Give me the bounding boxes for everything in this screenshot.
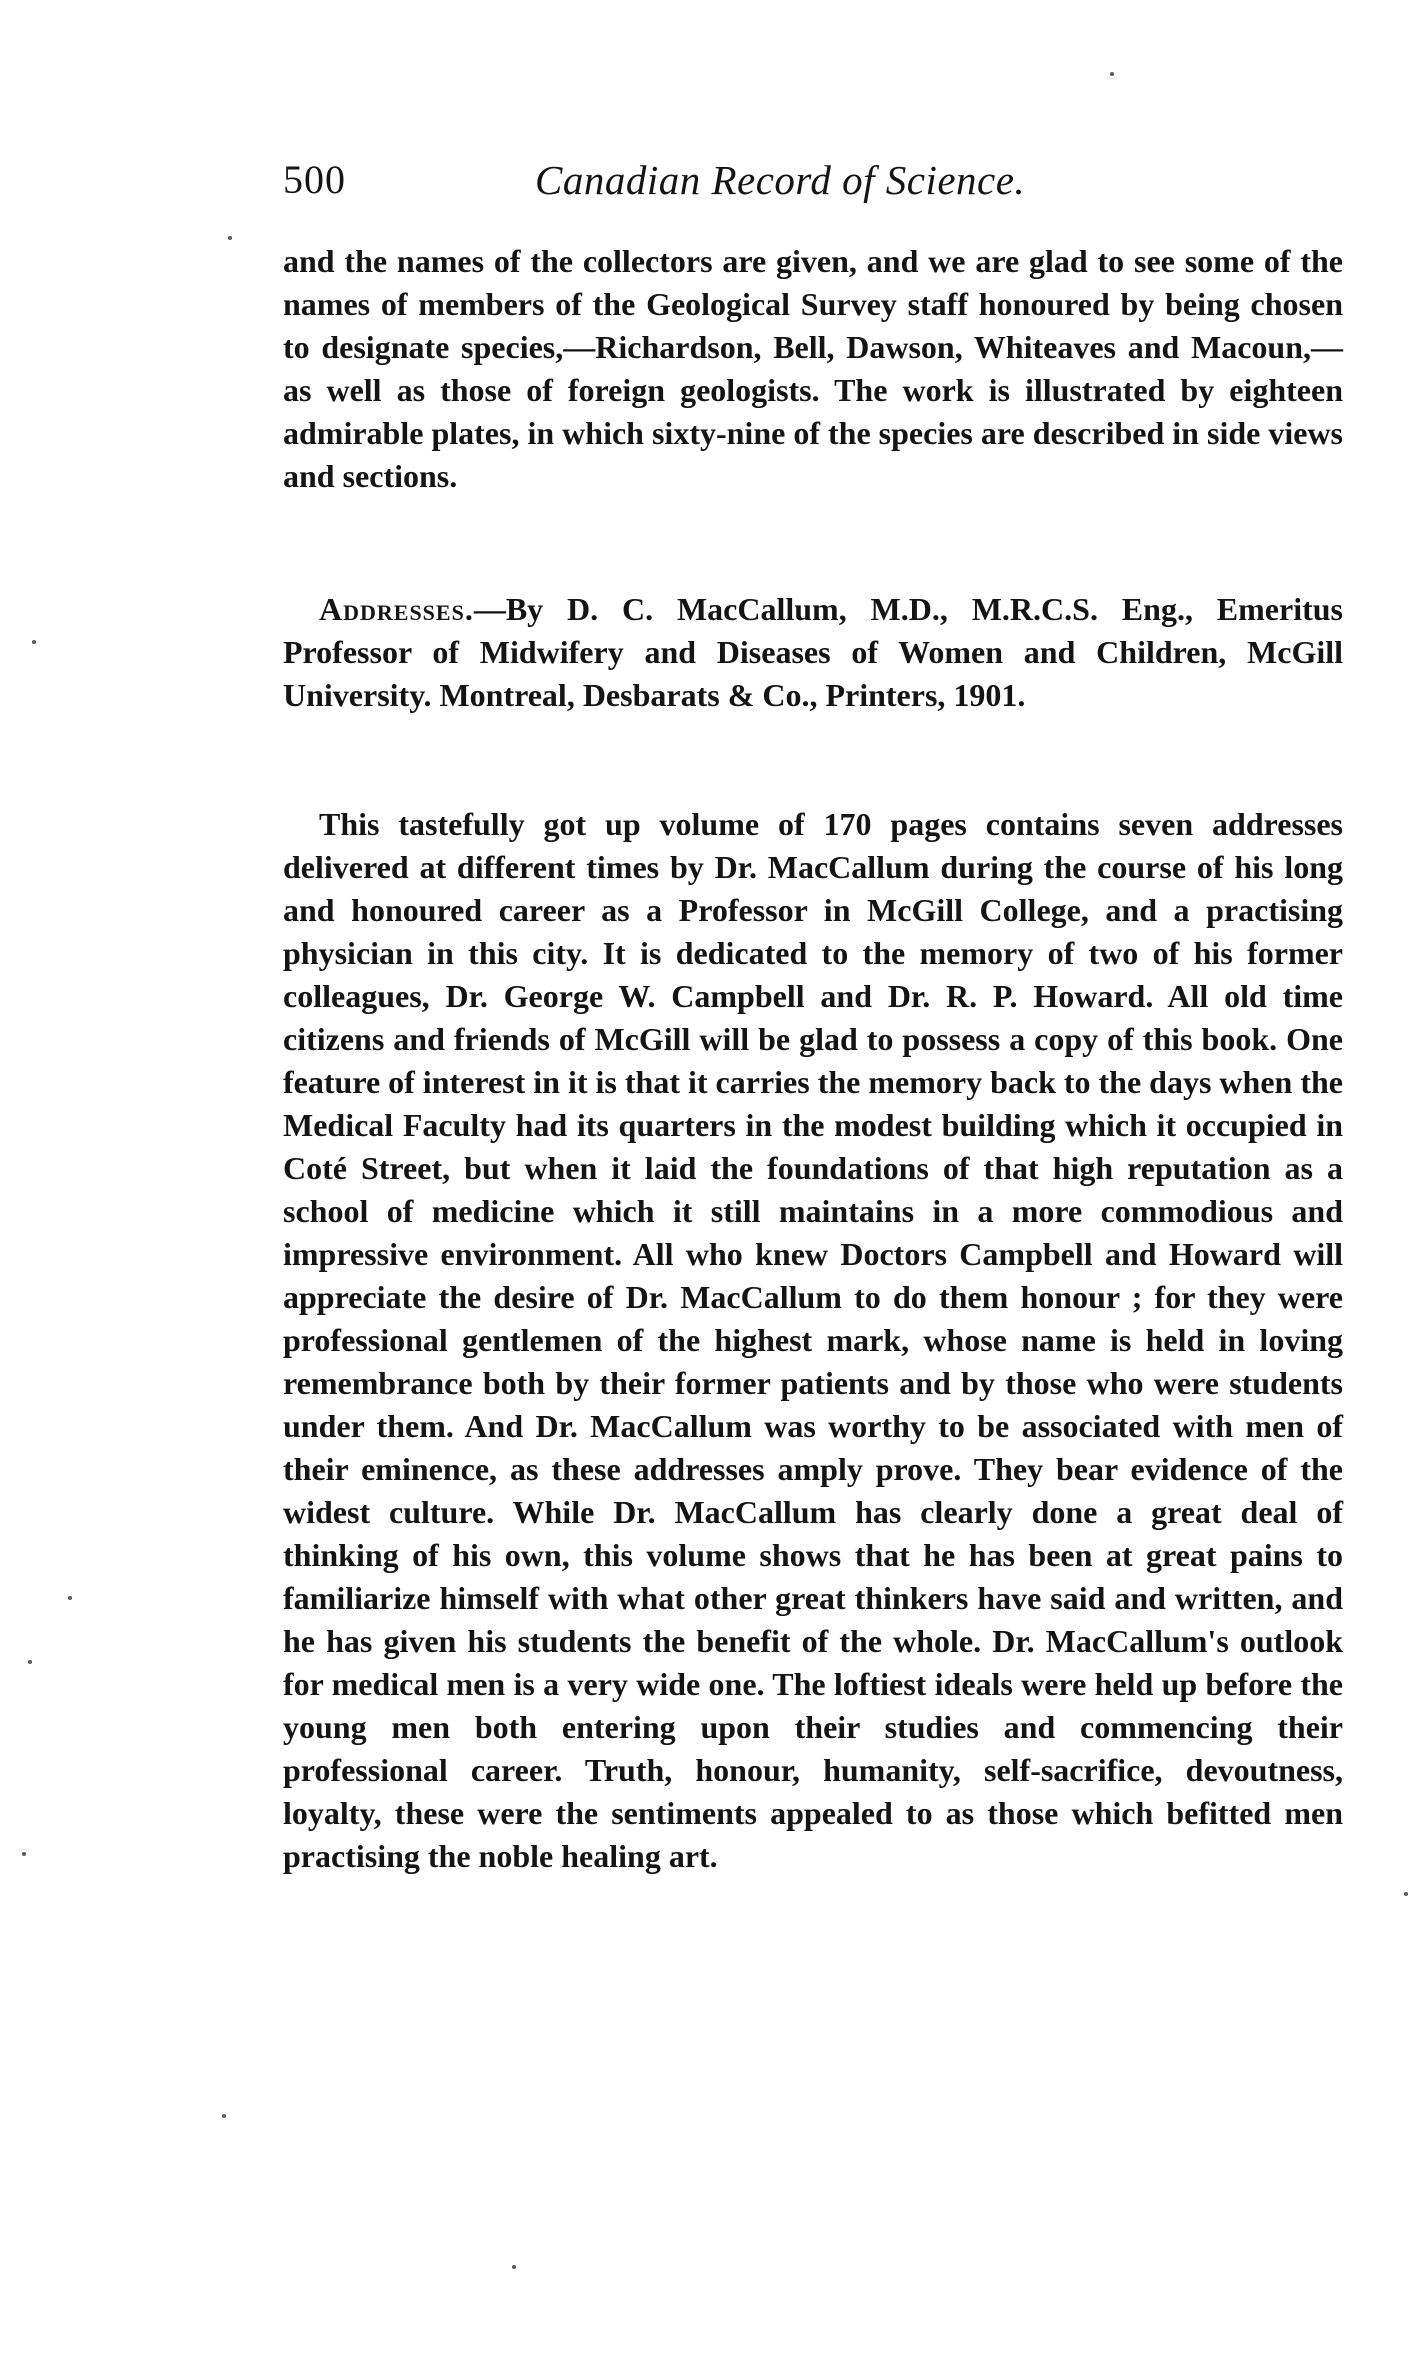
scan-speck [228,236,232,240]
scan-speck [1404,1892,1408,1896]
running-head [283,150,1341,210]
addresses-heading: Addresses. [319,591,474,627]
addresses-citation-text: —By D. C. MacCallum, M.D., M.R.C.S. Eng., Emeritus Professor of Midwifery and Diseases of Women and Children, McGill University. Montreal, Desbarats & Co., Printers, 1901. [283,591,1343,713]
scan-speck [1110,72,1114,76]
scan-speck [22,1852,26,1856]
scan-speck [222,2114,226,2118]
paragraph-addresses-citation [283,588,1343,717]
scan-speck [28,1660,32,1664]
scan-speck [512,2265,516,2269]
scan-speck [68,1596,72,1600]
paragraph-review: This tastefully got up volume of 170 pages contains seven addresses delivered at different times by Dr. MacCallum during the course of his long and honoured career as a Professor in McGill College, and a practising physician in this city. It is dedicated to the memory of two of his former colleagues, Dr. George W. Campbell and Dr. R. P. Howard. All old time citizens and friends of McGill will be glad to possess a copy of this book. One feature of interest in it is that it carries the memory back to the days when the Medical Faculty had its quarters in the modest building which it occupied in Coté Street, but when it laid the foundations of that high reputation as a school of medicine which it still maintains in a more commodious and impressive environment. All who knew Doctors Campbell and Howard will appreciate the desire of Dr. MacCallum to do them honour ; for they were professional gentlemen of the highest mark, whose name is held in loving remembrance both by their former patients and by those who were students under them. And Dr. MacCallum was worthy to be associated with men of their eminence, as these addresses amply prove. They bear evidence of the widest culture. While Dr. MacCallum has clearly done a great deal of thinking of his own, this volume shows that he has been at great pains to familiarize himself with what other great thinkers have said and written, and he has given his students the benefit of the whole. Dr. MacCallum's outlook for medical men is a very wide one. The loftiest ideals were held up before the young men both entering upon their studies and commencing their professional career. Truth, honour, humanity, self-sacrifice, devoutness, loyalty, these were the sentiments appealed to as those which befitted men practising the noble healing art. [283,806,1343,1874]
paragraph-collectors: and the names of the collectors are given, and we are glad to see some of the names of members of the Geological Survey staff honoured by being chosen to designate species,—Richardson, Bell, Dawson, Whiteaves and Macoun,—as well as those of foreign geologists. The work is illustrated by eighteen admirable plates, in which sixty-nine of the species are described in side views and sections. [283,243,1343,494]
journal-title: Canadian Record of Science. [535,157,1026,203]
page-number: 500 [283,157,346,202]
scan-speck [32,640,36,644]
